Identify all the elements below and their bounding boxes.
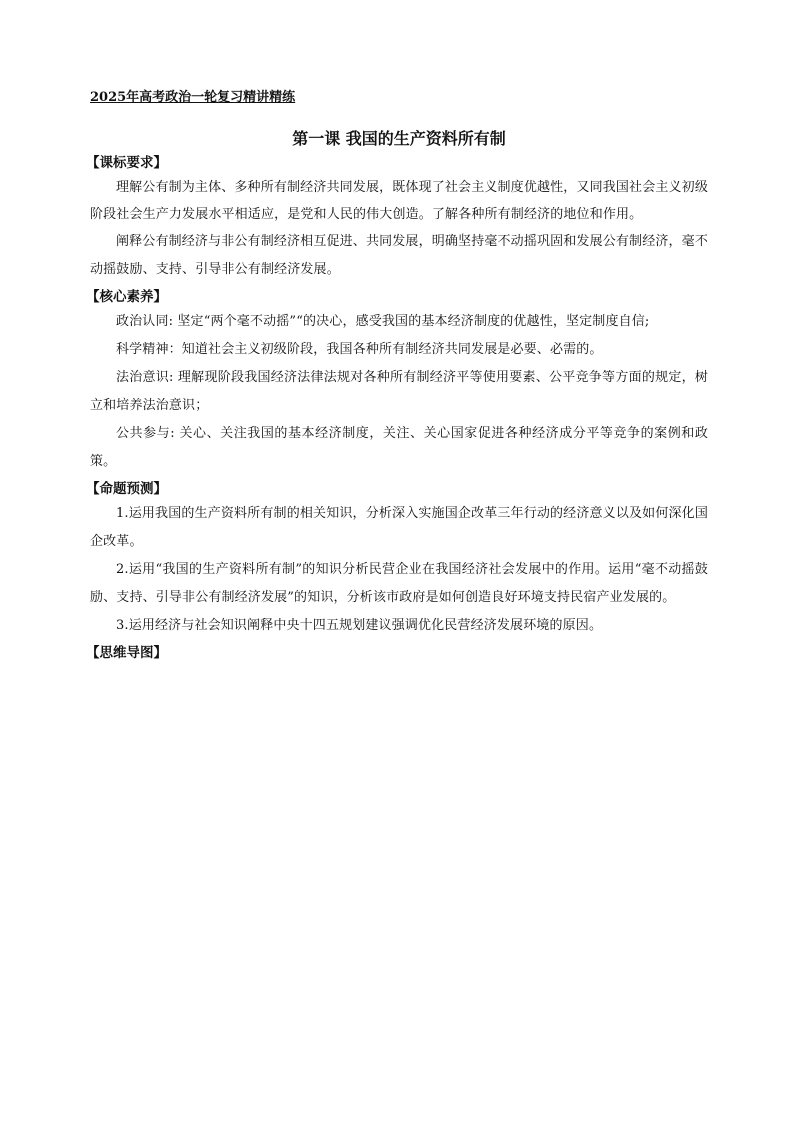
hexin-paragraph-1: 政治认同: 坚定“两个毫不动摇”“的决心，感受我国的基本经济制度的优越性，坚定制度自信;	[116, 314, 650, 329]
section-heading-siwei: 【思维导图】	[86, 645, 167, 661]
mingti-paragraph-3: 3.运用经济与社会知识阐释中央十四五规划建议强调优化民营经济发展环境的原因。	[116, 618, 603, 633]
hexin-paragraph-3: 法治意识: 理解现阶段我国经济法律法规对各种所有制经济平等使用要素、公平竞争等方面的规定，树立和培养法治意识；	[90, 370, 708, 413]
kebiao-paragraph-2: 阐释公有制经济与非公有制经济相互促进、共同发展，明确坚持毫不动摇巩固和发展公有制经济，毫不动摇鼓励、支持、引导非公有制经济发展。	[90, 234, 708, 277]
page-title: 第一课 我国的生产资料所有制	[292, 129, 506, 148]
section-heading-mingti: 【命题预测】	[86, 481, 167, 497]
document-header: 2025年高考政治一轮复习精讲精练	[90, 90, 296, 105]
document-page	[86, 86, 708, 664]
kebiao-paragraph-1: 理解公有制为主体、多种所有制经济共同发展，既体现了社会主义制度优越性，又同我国社会主义初级阶段社会生产力发展水平相适应，是党和人民的伟大创造。了解各种所有制经济的地位和作用。	[90, 180, 708, 222]
hexin-paragraph-2: 科学精神：知道社会主义初级阶段，我国各种所有制经济共同发展是必要、必需的。	[116, 342, 603, 357]
hexin-paragraph-4: 公共参与: 关心、关注我国的基本经济制度，关注、关心国家促进各种经济成分平等竞争的案例和政策。	[90, 426, 708, 469]
mingti-paragraph-2: 2.运用“我国的生产资料所有制”的知识分析民营企业在我国经济社会发展中的作用。运用“毫不动摇鼓励、支持、引导非公有制经济发展”的知识，分析该市政府是如何创造良好环境支持民宿产业发展的。	[90, 562, 708, 605]
section-heading-hexin: 【核心素养】	[86, 289, 167, 305]
mingti-paragraph-1: 1.运用我国的生产资料所有制的相关知识，分析深入实施国企改革三年行动的经济意义以及如何深化国企改革。	[90, 506, 708, 549]
section-heading-kebiao: 【课标要求】	[86, 155, 167, 171]
